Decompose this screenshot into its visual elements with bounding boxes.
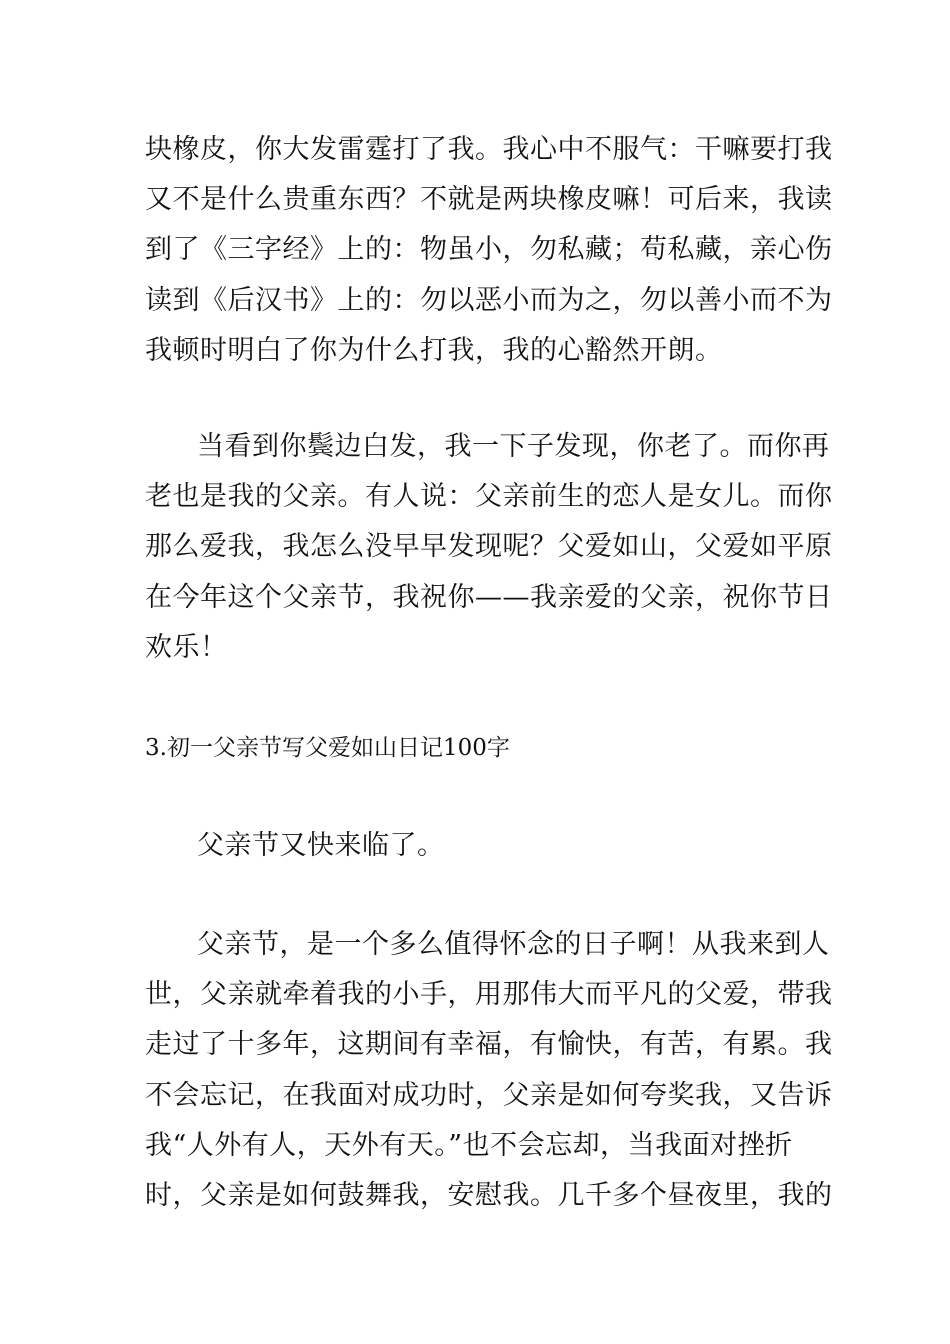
section-heading: 3.初一父亲节写父爱如山日记100字 — [145, 735, 510, 761]
text-line: 到了《三字经》上的：物虽小，勿私藏；苟私藏，亲心伤 — [145, 234, 833, 265]
text-line: 块橡皮，你大发雷霆打了我。我心中不服气：干嘛要打我 — [145, 134, 833, 165]
text-line: 世，父亲就牵着我的小手，用那伟大而平凡的父爱，带我 — [145, 979, 833, 1010]
text-line: 那么爱我，我怎么没早早发现呢？父爱如山，父爱如平原 — [145, 531, 833, 562]
text-line: 父亲节，是一个多么值得怀念的日子啊！从我来到人 — [197, 929, 830, 960]
text-line: 又不是什么贵重东西？不就是两块橡皮嘛！可后来，我读 — [145, 184, 833, 215]
text-line: 读到《后汉书》上的：勿以恶小而为之，勿以善小而不为 — [145, 285, 833, 316]
text-line: 老也是我的父亲。有人说：父亲前生的恋人是女儿。而你 — [145, 481, 833, 512]
text-line: 时，父亲是如何鼓舞我，安慰我。几千多个昼夜里，我的 — [145, 1180, 833, 1211]
text-line: 我“人外有人，天外有天。”也不会忘却，当我面对挫折 — [145, 1130, 793, 1161]
text-line: 欢乐！ — [145, 632, 228, 663]
text-line: 不会忘记，在我面对成功时，父亲是如何夸奖我，又告诉 — [145, 1080, 833, 1111]
text-line: 在今年这个父亲节，我祝你——我亲爱的父亲，祝你节日 — [145, 582, 833, 613]
text-line: 当看到你鬓边白发，我一下子发现，你老了。而你再 — [197, 431, 830, 462]
text-line: 走过了十多年，这期间有幸福，有愉快，有苦，有累。我 — [145, 1029, 833, 1060]
text-line: 我顿时明白了你为什么打我，我的心豁然开朗。 — [145, 335, 723, 366]
text-line: 父亲节又快来临了。 — [197, 830, 445, 861]
